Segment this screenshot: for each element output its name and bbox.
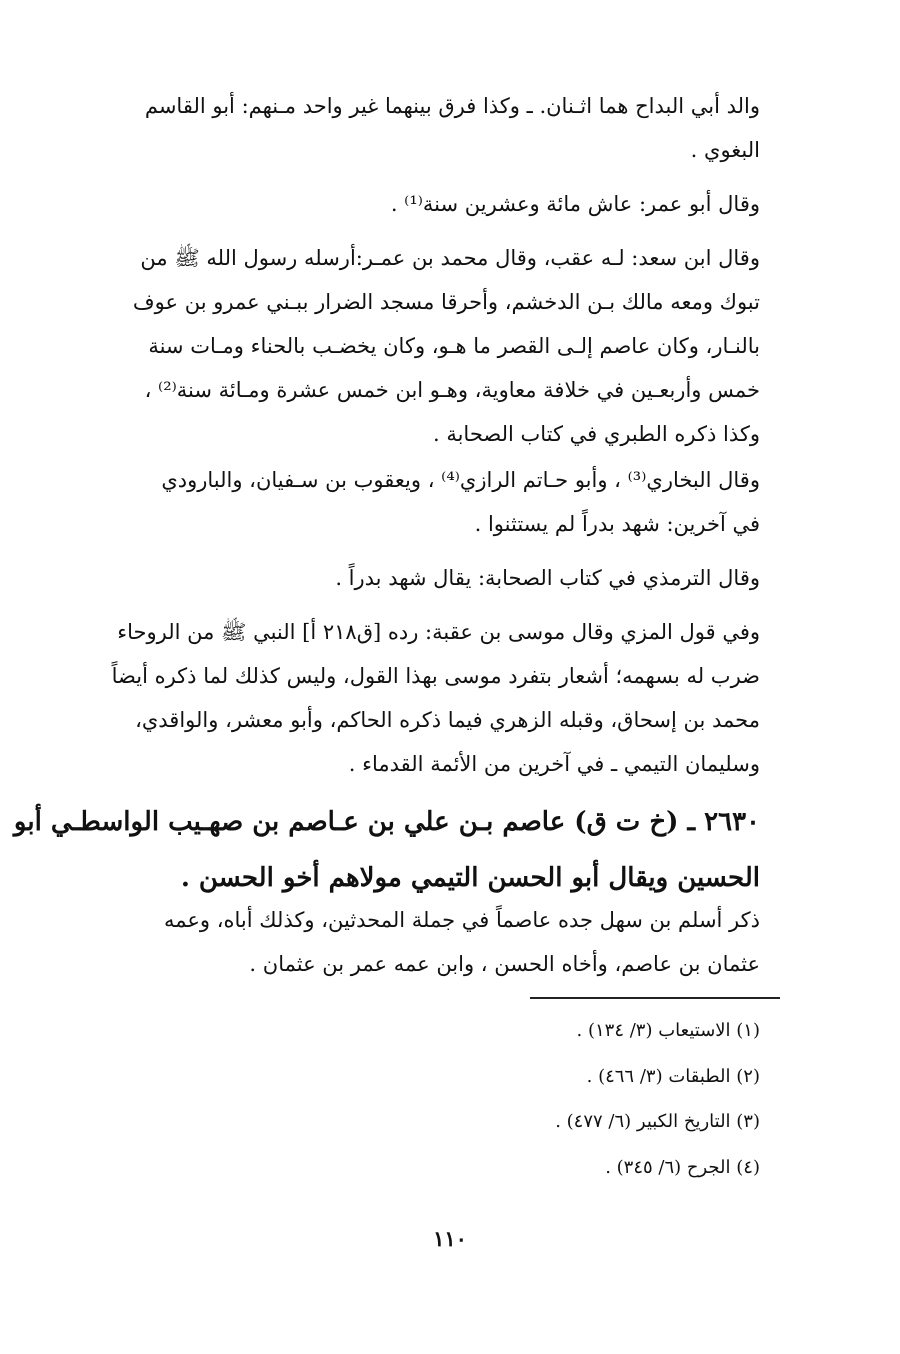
paragraph-5 xyxy=(70,556,760,600)
footnote-2: (٢) الطبقات (٣/ ٤٦٦) . xyxy=(586,1066,760,1087)
paragraph-line: وكذا ذكره الطبري في كتاب الصحابة . xyxy=(432,422,760,446)
paragraph-line: بالنـار، وكان عاصم إلـى القصر ما هـو، وكان يخضـب بالحناء ومـات سنة xyxy=(148,334,760,358)
paragraph-line: تبوك ومعه مالك بـن الدخشم، وأحرقا مسجد الضرار ببـني عمرو بن عوف xyxy=(132,290,760,314)
entry-heading-line: الحسين ويقال أبو الحسن التيمي مولاهم أخو الحسن . xyxy=(180,863,760,893)
page-number: ١١٠ xyxy=(433,1226,467,1251)
paragraph-6 xyxy=(70,610,760,786)
paragraph-2 xyxy=(70,182,760,226)
paragraph-line: وسليمان التيمي ـ في آخرين من الأئمة القدماء . xyxy=(348,752,760,776)
paragraph-line: وقال ابن سعد: لـه عقب، وقال محمد بن عمـر:أرسله رسول الله ﷺ من xyxy=(140,246,760,270)
paragraph-line: ذكر أسلم بن سهل جده عاصماً في جملة المحدثين، وكذلك أباه، وعمه xyxy=(164,908,760,932)
paragraph-3 xyxy=(70,236,760,456)
paragraph-1 xyxy=(70,84,760,172)
footnote-4: (٤) الجرح (٦/ ٣٤٥) . xyxy=(605,1157,760,1178)
paragraph-line: عثمان بن عاصم، وأخاه الحسن ، وابن عمه عمر بن عثمان . xyxy=(249,952,760,976)
paragraph-line: وفي قول المزي وقال موسى بن عقبة: رده [ق٢١٨ أ] النبي ﷺ من الروحاء xyxy=(117,620,760,644)
paragraph-line: والد أبي البداح هما اثـنان. ـ وكذا فرق بينهما غير واحد مـنهم: أبو القاسم xyxy=(144,94,760,118)
paragraph-line: ضرب له بسهمه؛ أشعار بتفرد موسى بهذا القول، وليس كذلك لما ذكره أيضاً xyxy=(111,664,760,688)
entry-heading-line: ٢٦٣٠ ـ (خ ت ق) عاصم بـن علي بن عـاصم بن صهـيب الواسطـي أبو xyxy=(13,807,760,837)
entry-body xyxy=(70,898,760,986)
paragraph-line: وقال الترمذي في كتاب الصحابة: يقال شهد بدراً . xyxy=(335,566,760,590)
paragraph-line: في آخرين: شهد بدراً لم يستثنوا . xyxy=(474,512,760,536)
paragraph-line: وقال أبو عمر: عاش مائة وعشرين سنة⁽¹⁾ . xyxy=(390,192,760,216)
entry-heading xyxy=(13,794,760,906)
paragraph-line: خمس وأربعـين في خلافة معاوية، وهـو ابن خمس عشرة ومـائة سنة⁽²⁾ ، xyxy=(144,378,760,402)
footnote-1: (١) الاستيعاب (٣/ ١٣٤) . xyxy=(576,1020,760,1041)
footnote-3: (٣) التاريخ الكبير (٦/ ٤٧٧) . xyxy=(555,1111,760,1132)
paragraph-4 xyxy=(70,458,760,546)
paragraph-line: وقال البخاري⁽³⁾ ، وأبو حـاتم الرازي⁽⁴⁾ ، ويعقوب بن سـفيان، والبارودي xyxy=(161,468,760,492)
paragraph-line: محمد بن إسحاق، وقبله الزهري فيما ذكره الحاكم، وأبو معشر، والواقدي، xyxy=(135,708,760,732)
footnote-divider xyxy=(530,997,780,999)
paragraph-line: البغوي . xyxy=(690,138,760,162)
